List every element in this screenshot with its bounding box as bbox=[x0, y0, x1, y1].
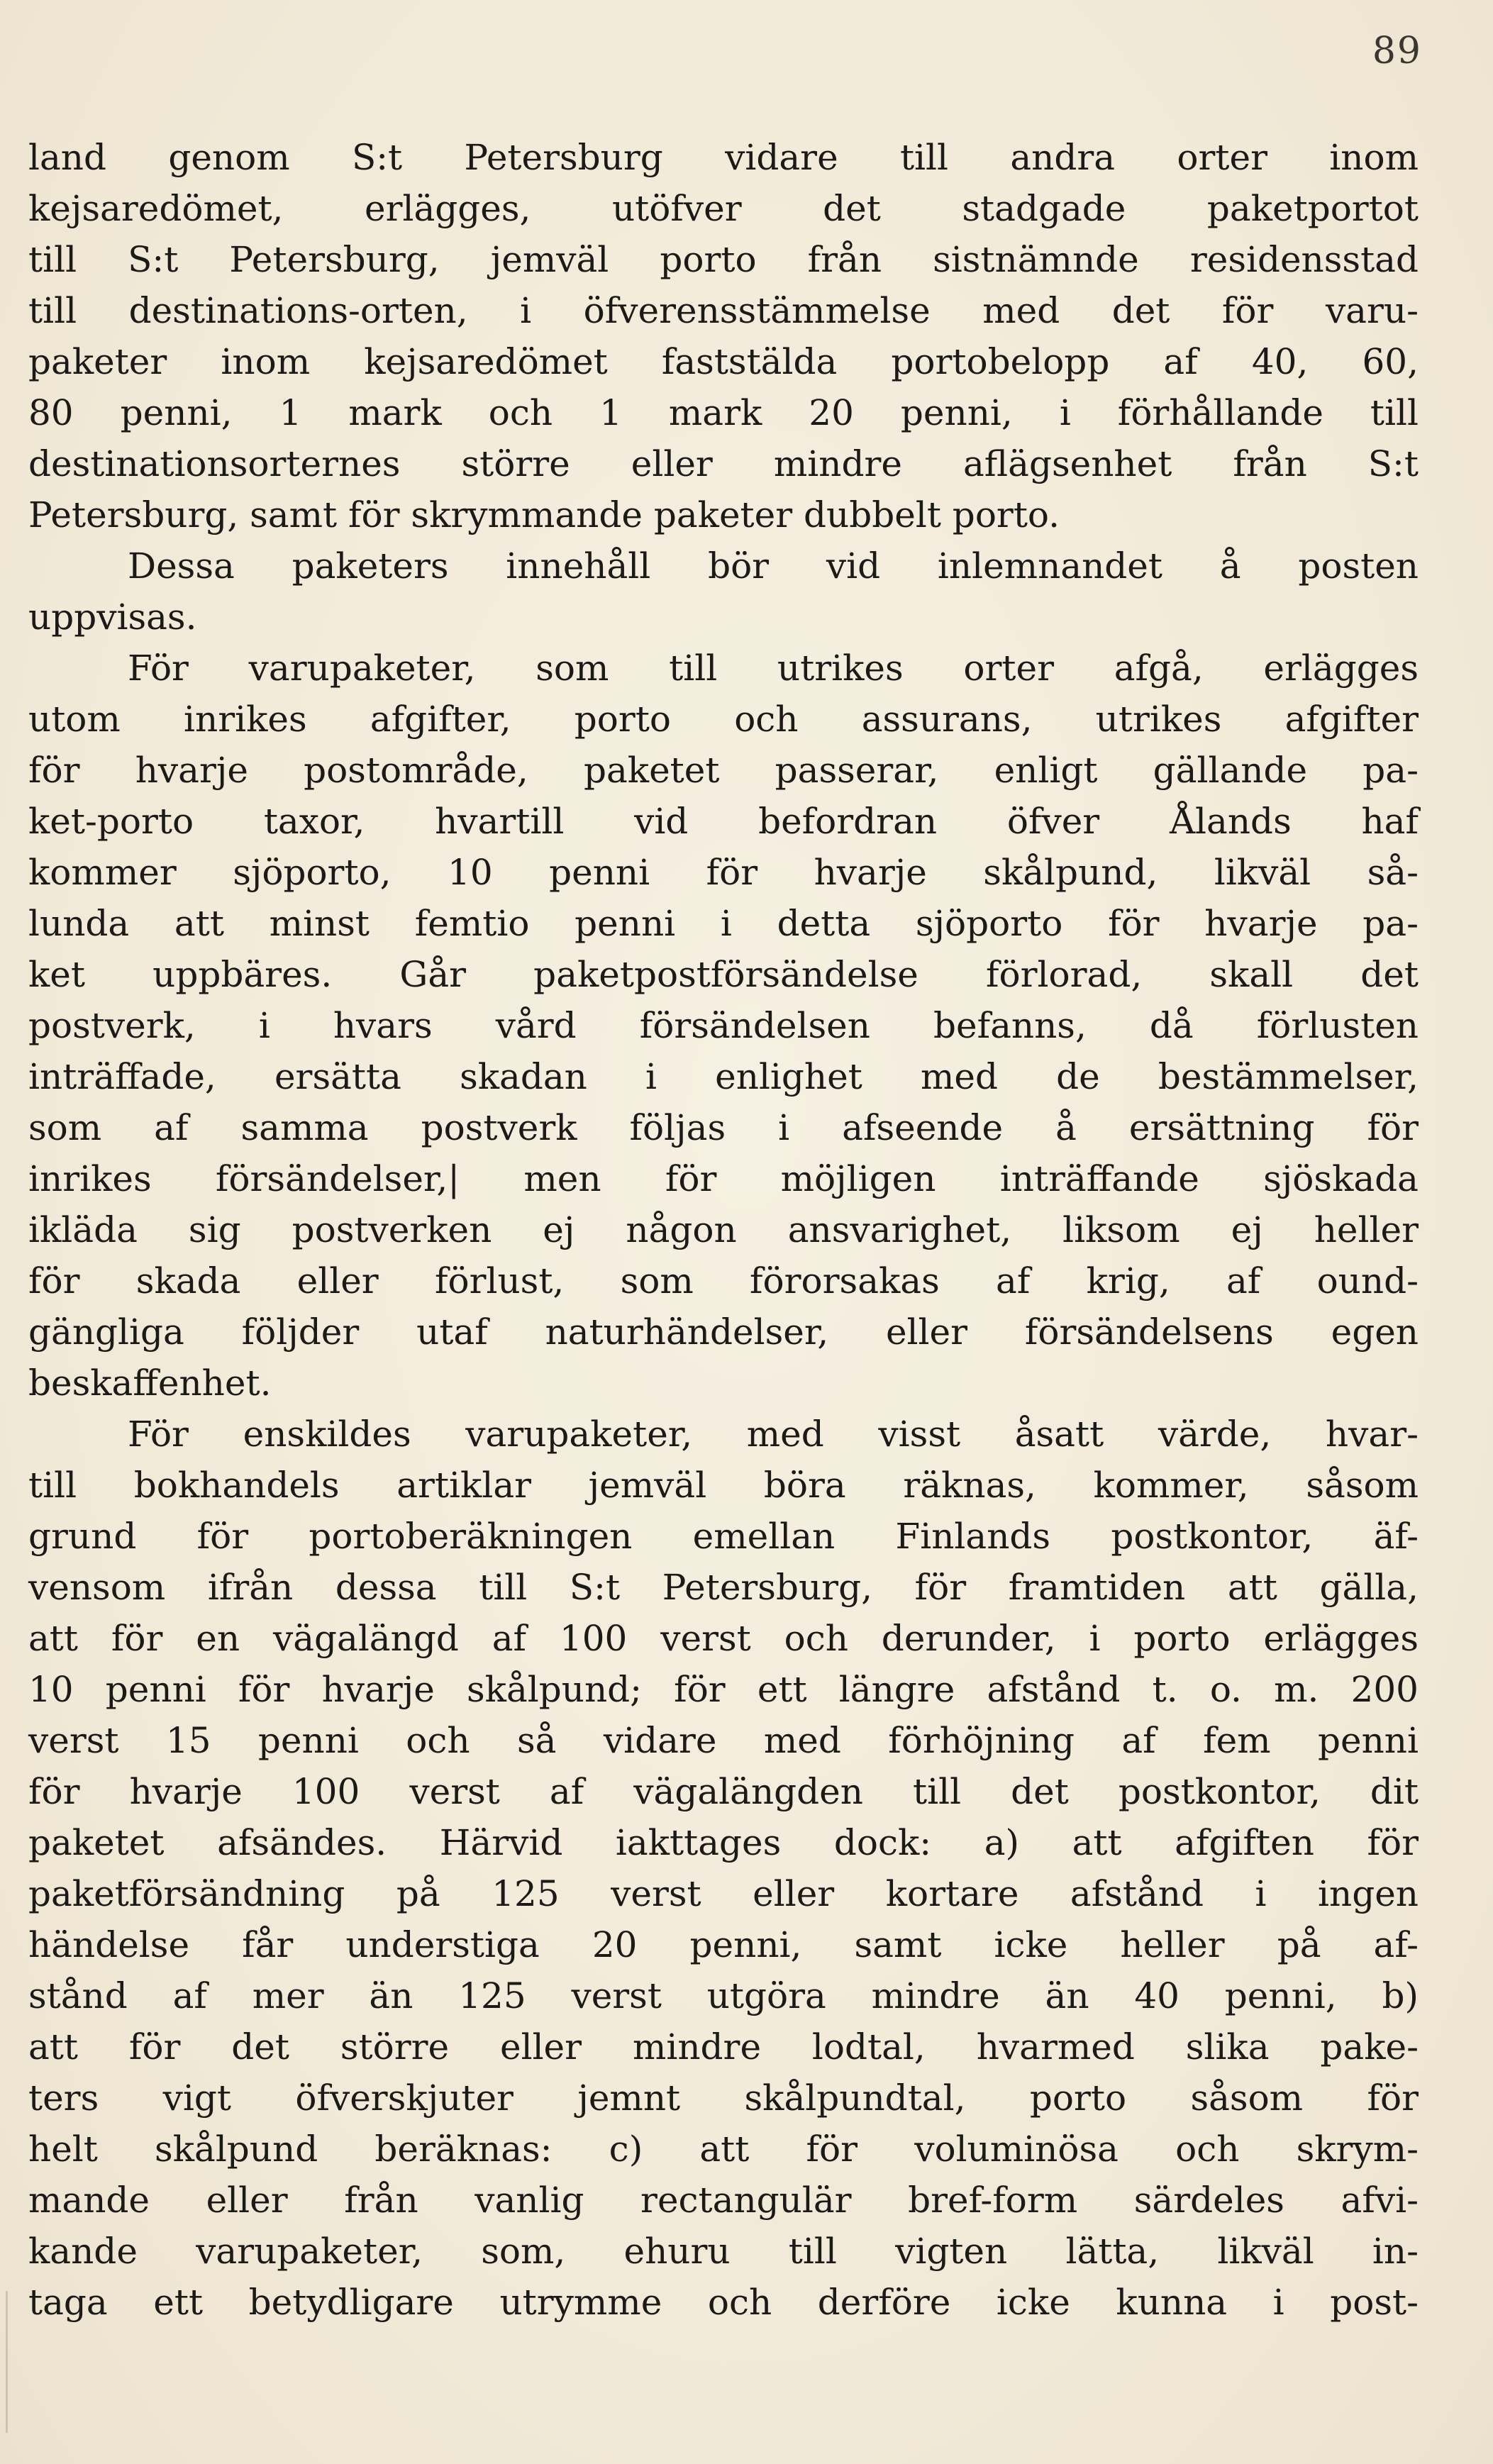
text-line: 10 penni för hvarje skålpund; för ett längre afstånd t. o. m. 200 bbox=[28, 1669, 1419, 1710]
text-line: som af samma postverk följas i afseende å ersättning för bbox=[28, 1107, 1419, 1148]
text-line: för hvarje postområde, paketet passerar, enligt gällande pa- bbox=[28, 750, 1419, 791]
text-line: till S:t Petersburg, jemväl porto från sistnämnde residensstad bbox=[28, 239, 1419, 280]
text-line: till destinations-orten, i öfverensstämmelse med det för varu- bbox=[28, 290, 1419, 331]
text-line: För varupaketer, som till utrikes orter afgå, erlägges bbox=[128, 648, 1419, 689]
body-text bbox=[28, 132, 1419, 2328]
text-line: postverk, i hvars vård försändelsen befanns, då förlusten bbox=[28, 1005, 1419, 1046]
text-line: lunda att minst femtio penni i detta sjöporto för hvarje pa- bbox=[28, 903, 1419, 944]
text-line: För enskildes varupaketer, med visst åsatt värde, hvar- bbox=[128, 1414, 1419, 1455]
text-line: paketet afsändes. Härvid iakttages dock: a) att afgiften för bbox=[28, 1822, 1419, 1863]
text-line: ket uppbäres. Går paketpostförsändelse förlorad, skall det bbox=[28, 954, 1419, 995]
text-line: helt skålpund beräknas: c) att för voluminösa och skrym- bbox=[28, 2129, 1419, 2170]
text-line: till bokhandels artiklar jemväl böra räknas, kommer, såsom bbox=[28, 1465, 1419, 1506]
text-line: kejsaredömet, erlägges, utöfver det stadgade paketportot bbox=[28, 188, 1419, 229]
text-line: Dessa paketers innehåll bör vid inlemnandet å posten bbox=[128, 545, 1419, 587]
text-line: händelse får understiga 20 penni, samt icke heller på af- bbox=[28, 1924, 1419, 1965]
text-line: paketförsändning på 125 verst eller kortare afstånd i ingen bbox=[28, 1873, 1419, 1914]
text-line: att för en vägalängd af 100 verst och derunder, i porto erlägges bbox=[28, 1618, 1419, 1659]
text-line: stånd af mer än 125 verst utgöra mindre än 40 penni, b) bbox=[28, 1975, 1419, 2016]
text-line: ters vigt öfverskjuter jemnt skålpundtal, porto såsom för bbox=[28, 2077, 1419, 2119]
text-line: för skada eller förlust, som förorsakas af krig, af ound- bbox=[28, 1260, 1419, 1302]
text-line: vensom ifrån dessa till S:t Petersburg, för framtiden att gälla, bbox=[28, 1567, 1419, 1608]
margin-shadow bbox=[6, 2291, 8, 2433]
text-line: för hvarje 100 verst af vägalängden till det postkontor, dit bbox=[28, 1771, 1419, 1812]
text-line: taga ett betydligare utrymme och derföre icke kunna i post- bbox=[28, 2282, 1419, 2323]
page-number: 89 bbox=[1372, 30, 1422, 72]
text-line: Petersburg, samt för skrymmande paketer dubbelt porto. bbox=[28, 494, 1060, 535]
text-line: ket-porto taxor, hvartill vid befordran öfver Ålands haf bbox=[28, 801, 1419, 842]
text-line: inträffade, ersätta skadan i enlighet med de bestämmelser, bbox=[28, 1056, 1419, 1097]
text-line: destinationsorternes större eller mindre aflägsenhet från S:t bbox=[28, 443, 1419, 484]
text-line: att för det större eller mindre lodtal, hvarmed slika pake- bbox=[28, 2026, 1419, 2068]
text-line: uppvisas. bbox=[28, 596, 197, 638]
text-line: mande eller från vanlig rectangulär bref-form särdeles afvi- bbox=[28, 2180, 1419, 2221]
text-line: gängliga följder utaf naturhändelser, eller försändelsens egen bbox=[28, 1311, 1419, 1353]
text-line: beskaffenhet. bbox=[28, 1363, 272, 1404]
text-line: kande varupaketer, som, ehuru till vigten lätta, likväl in- bbox=[28, 2231, 1419, 2272]
text-line: ikläda sig postverken ej någon ansvarighet, liksom ej heller bbox=[28, 1209, 1419, 1250]
text-line: 80 penni, 1 mark och 1 mark 20 penni, i förhållande till bbox=[28, 392, 1419, 433]
text-line: inrikes försändelser,| men för möjligen inträffande sjöskada bbox=[28, 1158, 1419, 1199]
text-line: verst 15 penni och så vidare med förhöjning af fem penni bbox=[28, 1720, 1419, 1761]
text-line: kommer sjöporto, 10 penni för hvarje skålpund, likväl så- bbox=[28, 852, 1419, 893]
text-line: land genom S:t Petersburg vidare till andra orter inom bbox=[28, 137, 1419, 178]
text-line: grund för portoberäkningen emellan Finlands postkontor, äf- bbox=[28, 1516, 1419, 1557]
text-line: utom inrikes afgifter, porto och assurans, utrikes afgifter bbox=[28, 699, 1419, 740]
text-line: paketer inom kejsaredömet faststälda portobelopp af 40, 60, bbox=[28, 341, 1419, 382]
